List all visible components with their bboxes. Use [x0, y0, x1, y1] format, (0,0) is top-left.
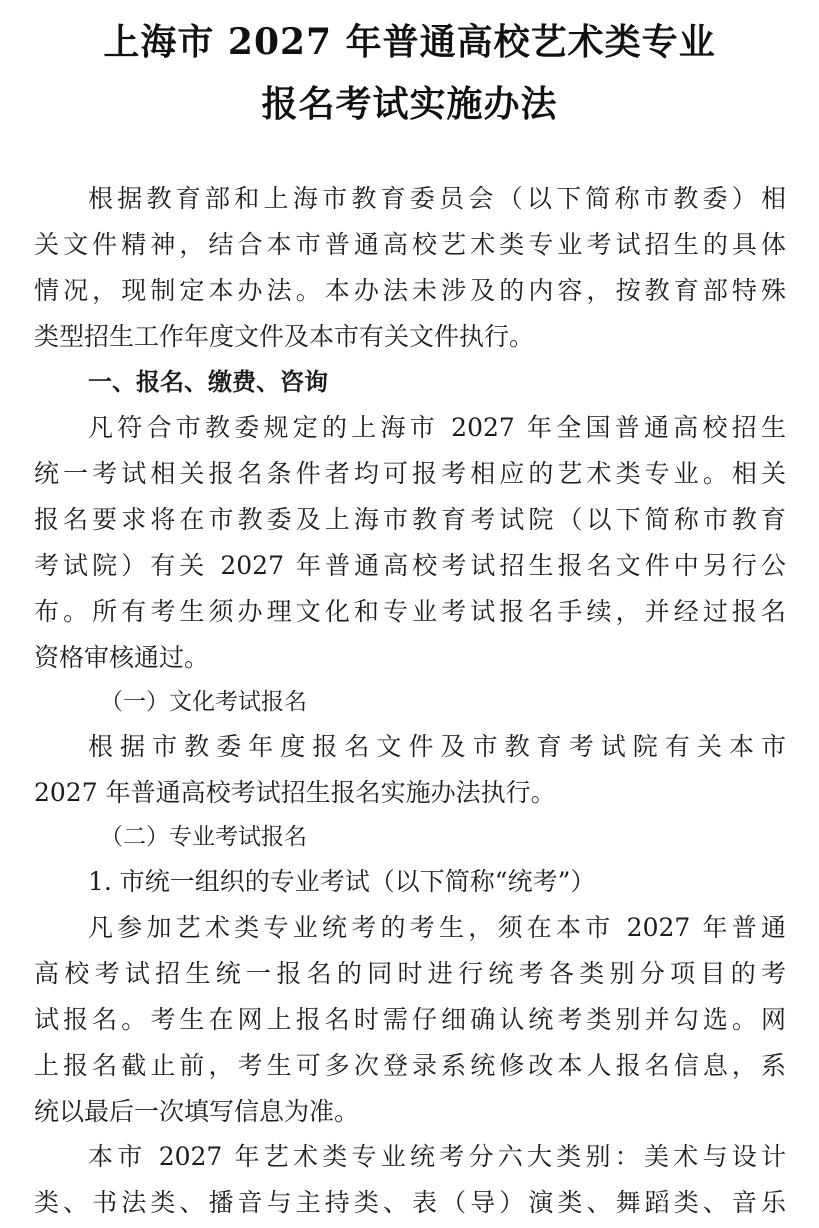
paragraph-line: 本市 2027 年艺术类专业统考分六大类别：美术与设计: [88, 1142, 786, 1171]
paragraph-line: 考试院）有关 2027 年普通高校考试招生报名文件中另行公: [34, 551, 786, 580]
paragraph-line: 报名要求将在市教委及上海市教育考试院（以下简称市教育: [34, 505, 786, 534]
paragraph-line: 情况，现制定本办法。本办法未涉及的内容，按教育部特殊: [34, 276, 786, 305]
paragraph-line: 统一考试相关报名条件者均可报考相应的艺术类专业。相关: [34, 459, 786, 488]
paragraph-line: 根据市教委年度报名文件及市教育考试院有关本市: [88, 732, 786, 761]
paragraph-line: 关文件精神，结合本市普通高校艺术类专业考试招生的具体: [34, 230, 786, 259]
subsection-heading: （二）专业考试报名: [100, 824, 307, 850]
paragraph-line: 凡参加艺术类专业统考的考生，须在本市 2027 年普通: [88, 913, 786, 942]
paragraph-line: 布。所有考生须办理文化和专业考试报名手续，并经过报名: [34, 597, 786, 626]
paragraph-line: 统以最后一次填写信息为准。: [34, 1097, 360, 1126]
paragraph-line: 资格审核通过。: [34, 643, 210, 672]
subsection-heading: （一）文化考试报名: [100, 689, 307, 715]
paragraph-line: 凡符合市教委规定的上海市 2027 年全国普通高校招生: [88, 413, 786, 442]
document-title-line-2: 报名考试实施办法: [261, 83, 558, 125]
paragraph-line: 根据教育部和上海市教育委员会（以下简称市教委）相: [88, 184, 786, 213]
paragraph-line: 类、书法类、播音与主持类、表（导）演类、舞蹈类、音乐: [34, 1188, 786, 1217]
paragraph-line: 类型招生工作年度文件及本市有关文件执行。: [34, 322, 535, 351]
paragraph-line: 试报名。考生在网上报名时需仔细确认统考类别并勾选。网: [34, 1005, 786, 1034]
paragraph-line: 上报名截止前，考生可多次登录系统修改本人报名信息，系: [34, 1051, 786, 1080]
paragraph-line: 2027 年普通高校考试招生报名实施办法执行。: [34, 778, 556, 807]
numbered-item-heading: 1. 市统一组织的专业考试（以下简称“统考”）: [88, 867, 596, 896]
document-title-line-1: 上海市 2027 年普通高校艺术类专业: [103, 21, 716, 63]
paragraph-line: 高校考试招生统一报名的同时进行统考各类别分项目的考: [34, 959, 786, 988]
section-heading: 一、报名、缴费、咨询: [88, 368, 328, 396]
